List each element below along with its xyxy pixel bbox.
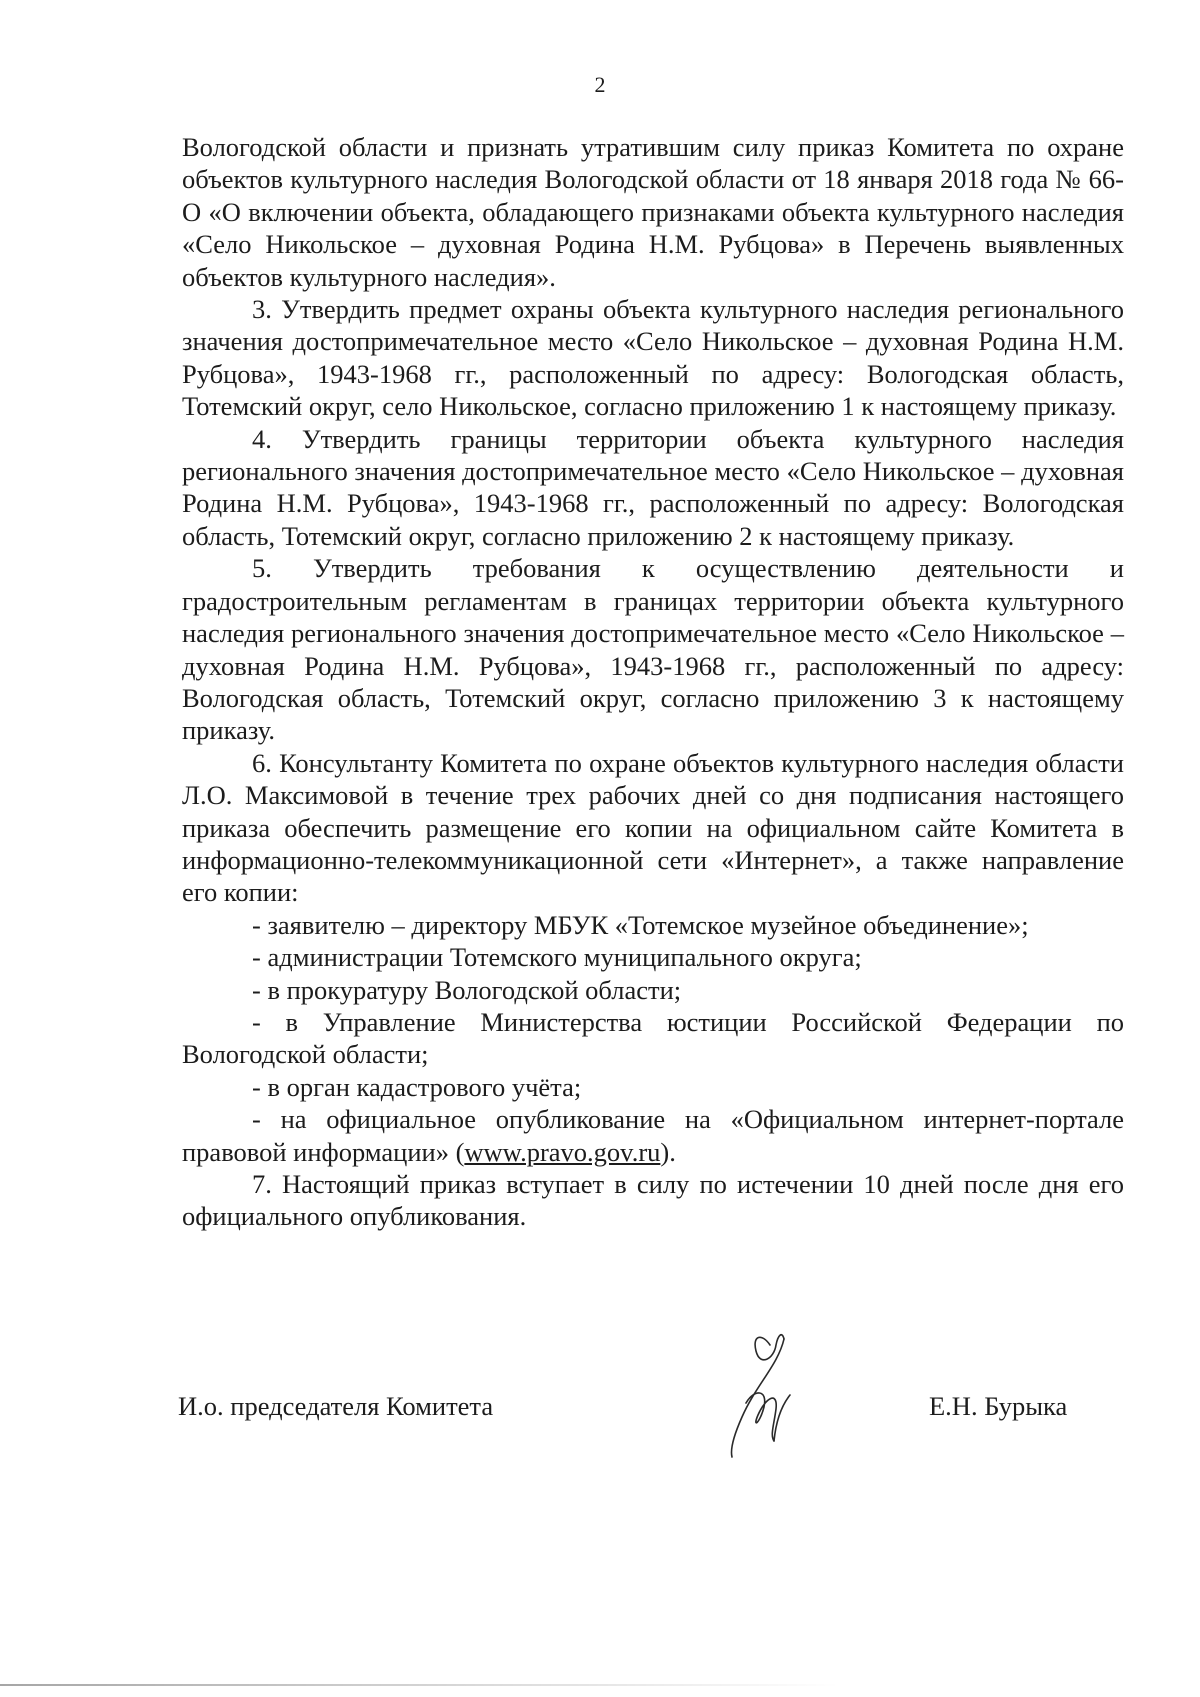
recipient-item: - в орган кадастрового учёта;: [252, 1071, 582, 1102]
recipient-item-publication: [182, 1103, 1124, 1168]
scan-edge-line: [0, 1684, 1200, 1686]
page-number: 2: [594, 72, 606, 97]
signer-title: И.о. председателя Комитета: [178, 1391, 494, 1421]
publication-suffix: ).: [660, 1136, 676, 1167]
paragraph-item-6: 6. Консультанту Комитета по охране объектов культурного наследия области Л.О. Максимовой в течение трех рабочих дней со дня подписания настоящего приказа обеспечить размещение его копии на официальном сайте Комитета в информационно-телекоммуникационной сети «Интернет», а также направление его копии:: [182, 747, 1124, 908]
recipient-item: - в Управление Министерства юстиции Российской Федерации по Вологодской области;: [182, 1006, 1124, 1070]
pravo-gov-link[interactable]: www.pravo.gov.ru: [464, 1136, 661, 1167]
paragraph-item-4: 4. Утвердить границы территории объекта культурного наследия регионального значения достопримечательное место «Село Никольское – духовная Родина Н.М. Рубцова», 1943-1968 гг., расположенный по адресу: Вологодская область, Тотемский округ, согласно приложению 2 к настоящему приказу.: [182, 423, 1124, 551]
paragraph-item-7: 7. Настоящий приказ вступает в силу по истечении 10 дней после дня его официального опубликования.: [182, 1169, 1124, 1232]
paragraph-item-3: 3. Утвердить предмет охраны объекта культурного наследия регионального значения достопримечательное место «Село Никольское – духовная Родина Н.М. Рубцова», 1943-1968 гг., расположенный по адресу: Вологодская область, Тотемский округ, село Никольское, согласно приложению 1 к настоящему приказу.: [182, 294, 1124, 422]
handwritten-signature: [712, 1325, 822, 1475]
publication-prefix: - на официальное опубликование на «Официальном интернет-портале правовой информации» (: [182, 1104, 1124, 1167]
paragraph-item-5: 5. Утвердить требования к осуществлению деятельности и градостроительным регламентам в границах территории объекта культурного наследия регионального значения достопримечательное место «Село Никольское – духовная Родина Н.М. Рубцова», 1943-1968 гг., расположенный по адресу: Вологодская область, Тотемский округ, согласно приложению 3 к настоящему приказу.: [182, 553, 1124, 746]
recipient-item: - в прокуратуру Вологодской области;: [252, 974, 682, 1005]
recipient-item: - администрации Тотемского муниципального округа;: [252, 942, 862, 973]
signer-name: Е.Н. Бурыка: [929, 1391, 1068, 1421]
paragraph-continuation: Вологодской области и признать утратившим силу приказ Комитета по охране объектов культурного наследия Вологодской области от 18 января 2018 года № 66-О «О включении объекта, обладающего признаками объекта культурного наследия «Село Никольское – духовная Родина Н.М. Рубцова» в Перечень выявленных объектов культурного наследия».: [182, 132, 1124, 292]
document-body: [182, 131, 1124, 1233]
recipient-item: - заявителю – директору МБУК «Тотемское музейное объединение»;: [252, 909, 1029, 940]
